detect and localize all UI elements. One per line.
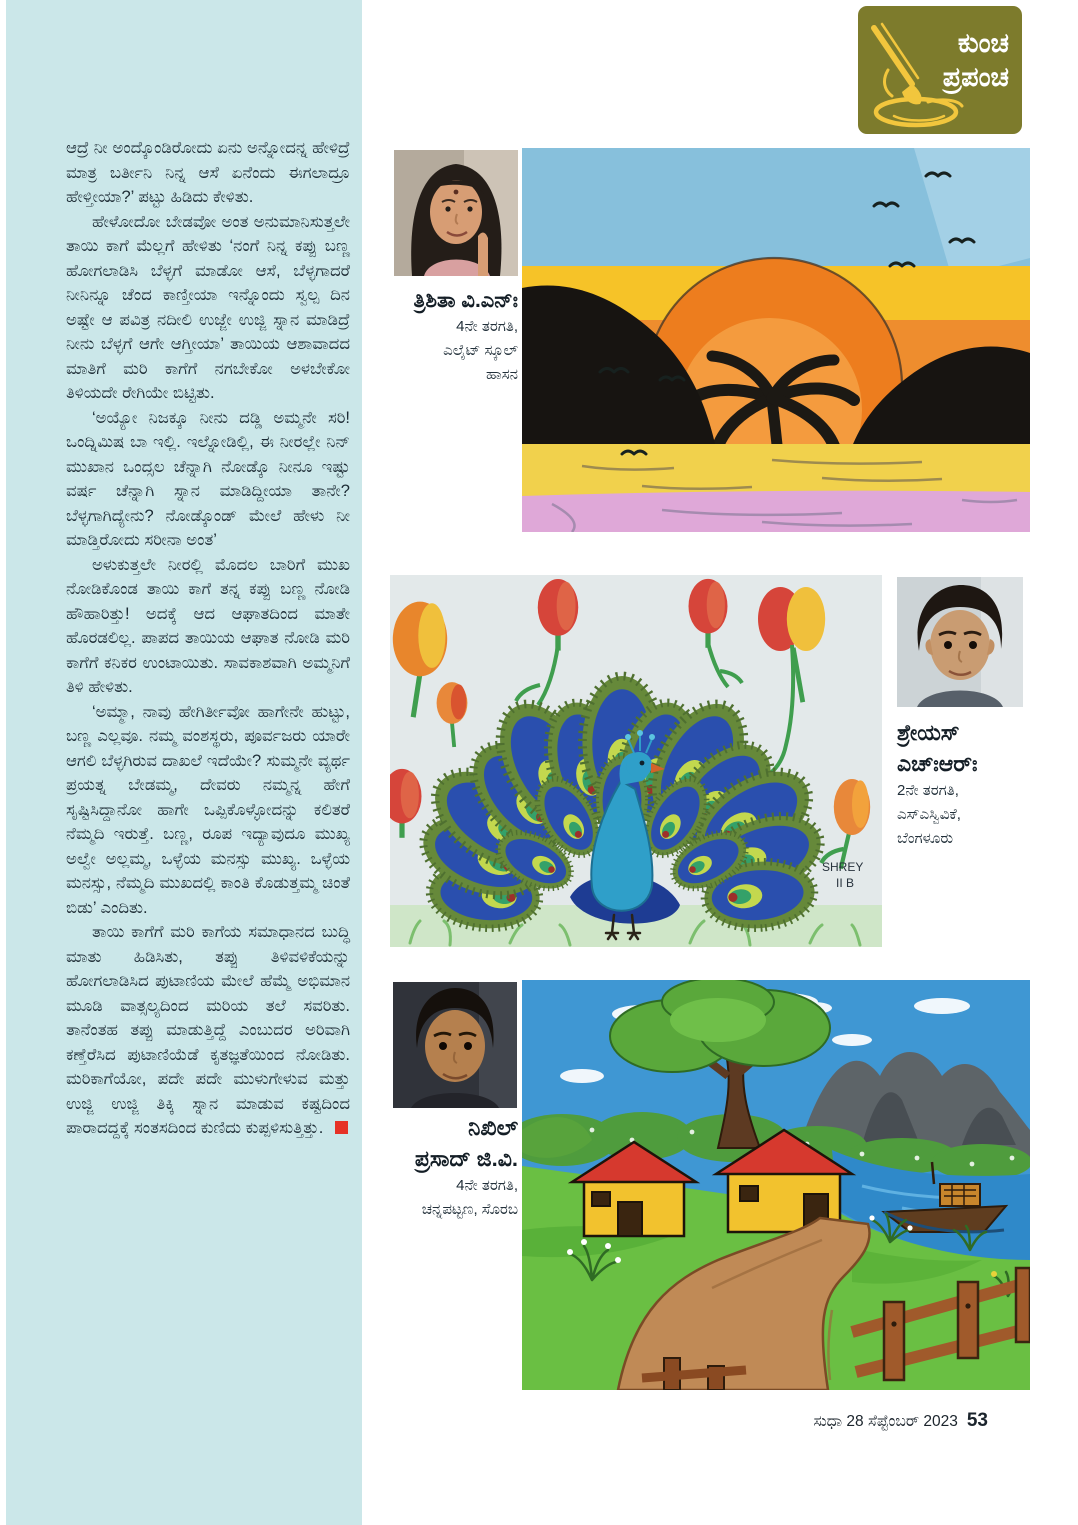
- artist-place: ಹಾಸನ: [486, 366, 518, 383]
- artist-name-line2: ಎಚ್ಃಆರ್ಃ: [897, 751, 978, 776]
- article-paragraph: ‘ಅಮ್ಮಾ, ನಾವು ಹೇಗಿರ್ತೀವೋ ಹಾಗೇನೇ ಹುಟ್ಟು, ಬಣ್ಣ ಎಲ್ಲವೂ. ನಮ್ಮ ವಂಶಸ್ಥರು, ಪೂರ್ವಜರು ಯಾರೇ ಆಗಲಿ ಬೆಳ್ಳಗಿರುವ ದಾಖಲೆ ಇದೆಯೇ? ಸುಮ್ಮನೇ ವ್ಯರ್ಥ ಪ್ರಯತ್ನ ಬೇಡಮ್ಮ, ದೇವರು ನಮ್ಮನ್ನ ಹೇಗೆ ಸೃಷ್ಟಿಸಿದ್ದಾನೋ ಹಾಗೇ ಒಪ್ಪಿಕೊಳ್ಳೋದನ್ನು ಕಲಿತರೆ ನೆಮ್ಮದಿ ಇರುತ್ತೆ. ಬಣ್ಣ, ರೂಪ ಇದ್ಯಾವುದೂ ಮುಖ್ಯ ಅಲ್ವೇ ಅಲ್ಲಮ್ಮ, ಒಳ್ಳೆಯ ಮನಸ್ಸು ಮುಖ್ಯ. ಒಳ್ಳೆಯ ಮನಸ್ಸು, ನೆಮ್ಮದಿ ಮುಖದಲ್ಲಿ ಕಾಂತಿ ಕೊಡುತ್ತಮ್ಮ ಚಿಂತೆ ಬಿಡು’ ಎಂದಿತು.: [66, 702, 350, 917]
- section-title: [943, 26, 1009, 94]
- artist-school: ಎಸ್ಎಸ್ವಿವಿಕೆ,: [897, 806, 961, 823]
- artwork-signature-line1: SHREY: [822, 860, 864, 874]
- article-end-mark: [335, 1121, 348, 1134]
- section-title-line2: ಪ್ರಪಂಚ: [942, 62, 1009, 92]
- artwork-sunset-palm: [522, 148, 1030, 532]
- artist-place: ಚನ್ನಪಟ್ಟಣ, ಸೊರಬ: [421, 1201, 518, 1218]
- artist-school: ಎಲೈಟ್ ಸ್ಕೂಲ್: [443, 342, 518, 359]
- artist-grade: 4ನೇ ತರಗತಿ,: [456, 318, 518, 335]
- page-footer: [0, 1410, 988, 1432]
- article-paragraph: ಅಳುಕುತ್ತಲೇ ನೀರಲ್ಲಿ ಮೊದಲ ಬಾರಿಗೆ ಮುಖ ನೋಡಿಕೊಂಡ ತಾಯಿ ಕಾಗೆ ತನ್ನ ಕಪ್ಪು ಬಣ್ಣ ನೋಡಿ ಹೌಹಾರಿತ್ತು! ಅದಕ್ಕೆ ಆದ ಆಘಾತದಿಂದ ಮಾತೇ ಹೊರಡಲಿಲ್ಲ. ಪಾಪದ ತಾಯಿಯ ಆಘಾತ ನೋಡಿ ಮರಿ ಕಾಗೆಗೆ ಕನಿಕರ ಉಂಟಾಯಿತು. ಸಾವಕಾಶವಾಗಿ ಅಮ್ಮನಿಗೆ ತಿಳಿ ಹೇಳಿತು.: [66, 555, 350, 696]
- article-paragraph: [66, 920, 350, 1141]
- artist-caption-nikhil: [352, 1112, 518, 1222]
- artist-photo-shreyas: [897, 577, 1023, 707]
- artist-place: ಬೆಂಗಳೂರು: [897, 830, 954, 847]
- article-paragraph: ‘ಅಯ್ಯೋ ನಿಜಕ್ಕೂ ನೀನು ದಡ್ಡಿ ಅಮ್ಮನೇ ಸರಿ! ಒಂದ್ನಿಮಿಷ ಬಾ ಇಲ್ಲಿ. ಇಲ್ನೋಡಿಲ್ಲಿ, ಈ ನೀರಲ್ಲೇ ನಿನ್ ಮುಖಾನ ಒಂದ್ಸಲ ಚೆನ್ನಾಗಿ ನೋಡ್ಕೊ ನೀನೂ ಇಷ್ಟು ವರ್ಷ ಚೆನ್ನಾಗಿ ಸ್ನಾನ ಮಾಡಿದ್ದೀಯಾ ತಾನೇ? ಬೆಳ್ಳಗಾಗಿದ್ಯೇನು? ನೋಡ್ಕೊಂಡ್ ಮೇಲೆ ಹೇಳು ನೀ ಮಾಡ್ತಿರೋದು ಸರೀನಾ ಅಂತ’: [66, 408, 350, 549]
- section-title-line1: ಕುಂಚ: [957, 28, 1009, 58]
- artist-grade: 4ನೇ ತರಗತಿ,: [456, 1177, 518, 1194]
- article-paragraph: ಹೇಳೋದೋ ಬೇಡವೋ ಅಂತ ಅನುಮಾನಿಸುತ್ತಲೇ ತಾಯಿ ಕಾಗೆ ಮೆಲ್ಲಗೆ ಹೇಳಿತು ‘ನಂಗೆ ನಿನ್ನ ಕಪ್ಪು ಬಣ್ಣ ಹೋಗಲಾಡಿಸಿ ಬೆಳ್ಳಗೆ ಮಾಡೋ ಆಸೆ, ಬೆಳ್ಳಗಾದರೆ ನೀನಿನ್ನೂ ಚೆಂದ ಕಾಣ್ತೀಯಾ ಇನ್ನೊಂದು ಸ್ವಲ್ಪ ದಿನ ಅಷ್ಟೇ ಆ ಪವಿತ್ರ ನದೀಲಿ ಉಜ್ಜೇ ಉಜ್ಜಿ ಸ್ನಾನ ಮಾಡಿದ್ರೆ ನೀನು ಬೆಳ್ಳಗೆ ಆಗೇ ಆಗ್ತೀಯಾ’ ತಾಯಿಯ ಆಶಾವಾದದ ಮಾತಿಗೆ ಮರಿ ಕಾಗೆಗೆ ನಗಬೇಕೋ ಅಳಬೇಕೋ ತಿಳಿಯದೇ ರೇಗಿಯೇ ಬಿಟ್ಟಿತು.: [66, 212, 350, 402]
- article-paragraph-text: ತಾಯಿ ಕಾಗೆಗೆ ಮರಿ ಕಾಗೆಯ ಸಮಾಧಾನದ ಬುದ್ಧಿ ಮಾತು ಹಿಡಿಸಿತು, ತಪ್ಪು ತಿಳಿವಳಿಕೆಯನ್ನು ಹೋಗಲಾಡಿಸಿದ ಪುಟಾಣಿಯ ಮೇಲೆ ಹೆಮ್ಮೆ ಅಭಿಮಾನ ಮೂಡಿ ವಾತ್ಸಲ್ಯದಿಂದ ಮರಿಯ ತಲೆ ಸವರಿತು. ತಾನೆಂತಹ ತಪ್ಪು ಮಾಡುತ್ತಿದ್ದೆ ಎಂಬುದರ ಅರಿವಾಗಿ ಕಣ್ತೆರೆಸಿದ ಪುಟಾಣಿಯೆಡೆ ಕೃತಜ್ಞತೆಯಿಂದ ನೋಡಿತು. ಮರಿಕಾಗೆಯೋ, ಪದೇ ಪದೇ ಮುಳುಗೇಳುವ ಮತ್ತು ಉಜ್ಜಿ ಉಜ್ಜಿ ತಿಕ್ಕಿ ಸ್ನಾನ ಮಾಡುವ ಕಷ್ಟದಿಂದ ಪಾರಾದದ್ದಕ್ಕೆ ಸಂತಸದಿಂದ ಕುಣಿದು ಕುಪ್ಪಳಿಸುತ್ತಿತ್ತು.: [66, 923, 350, 1137]
- artist-photo-trishita: [394, 150, 518, 276]
- artist-name: ತ್ರಿಶಿತಾ ವಿ.ಎನ್ಃ: [413, 289, 518, 312]
- article-paragraph: ಆದ್ರೆ ನೀ ಅಂದ್ಕೊಂಡಿರೋದು ಏನು ಅನ್ನೋದನ್ನ ಹೇಳಿದ್ರೆ ಮಾತ್ರ ಬರ್ತೀನಿ ನಿನ್ನ ಆಸೆ ಏನೆಂದು ಈಗಲಾದ್ರೂ ಹೇಳ್ತೀಯಾ?’ ಪಟ್ಟು ಹಿಡಿದು ಕೇಳಿತು.: [66, 139, 350, 206]
- article-text: [66, 136, 350, 1141]
- artist-caption-trishita: [352, 286, 518, 387]
- section-badge: [858, 6, 1022, 134]
- artist-photo-nikhil: [393, 982, 517, 1108]
- artwork-village-scene: [522, 980, 1030, 1390]
- artist-name-line2: ಪ್ರಸಾದ್ ಜಿ.ವಿ.: [414, 1146, 518, 1171]
- artwork-peacock-tulips: [390, 575, 882, 947]
- artist-caption-shreyas: [897, 717, 1072, 851]
- footer-magazine-date: ಸುಧಾ 28 ಸೆಪ್ಟೆಂಬರ್ 2023: [813, 1413, 958, 1430]
- artwork-signature-line2: II B: [836, 876, 855, 890]
- artist-name-line1: ನಿಖಿಲ್: [468, 1115, 518, 1140]
- artist-name-line1: ಶ್ರೇಯಸ್: [897, 720, 960, 745]
- artist-grade: 2ನೇ ತರಗತಿ,: [897, 782, 959, 799]
- footer-page-number: 53: [966, 1410, 988, 1431]
